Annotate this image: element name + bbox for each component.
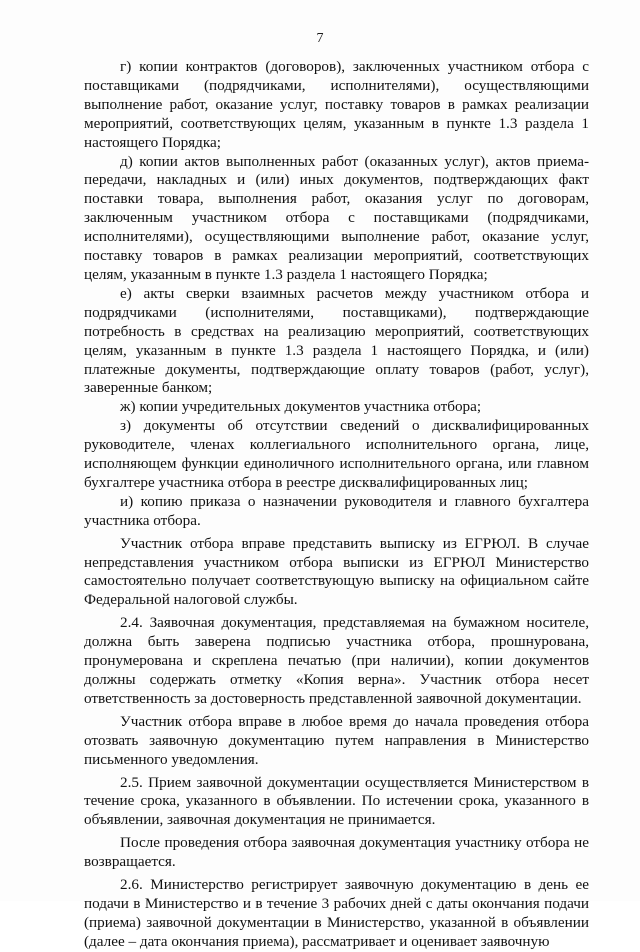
- page-number: 7: [316, 31, 324, 46]
- paragraph-2-4: 2.4. Заявочная документация, представляемая на бумажном носителе, должна быть заверена подписью участника отбора, прошнурована, пронумерована и скреплена печатью (при наличии), копии документов должны содержать отметку «Копия верна». Участник отбора несет ответственность за достоверность представленной заявочной документации.: [84, 614, 589, 707]
- paragraph-item-z: з) документы об отсутствии сведений о дисквалифицированных руководителе, членах коллегиального исполнительного органа, лице, исполняющем функции единоличного исполнительного органа, или главном бухгалтере участника отбора в реестре дисквалифицированных лиц;: [84, 417, 589, 491]
- paragraph-item-g: г) копии контрактов (договоров), заключенных участником отбора с поставщиками (подрядчиками, исполнителями), осуществляющими выполнение работ, оказание услуг, поставку товаров в рамках реализации мероприятий, соответствующих целям, указанным в пункте 1.3 раздела 1 настоящего Порядка;: [84, 58, 589, 151]
- paragraph-2-6: 2.6. Министерство регистрирует заявочную документацию в день ее подачи в Министерство и в течение 3 рабочих дней с даты окончания подачи (приема) заявочной документации в Министерство, указанной в объявлении (далее – дата окончания приема), рассматривает и оценивает заявочную: [84, 876, 589, 950]
- paragraph-2-5: 2.5. Прием заявочной документации осуществляется Министерством в течение срока, указанного в объявлении. По истечении срока, указанного в объявлении, заявочная документация не принимается.: [84, 773, 589, 829]
- paragraph-item-d: д) копии актов выполненных работ (оказанных услуг), актов приема-передачи, накладных и (или) иных документов, подтверждающих факт поставки товара, выполнения работ, оказания услуг по договорам, заключенным участником отбора с поставщиками (подрядчиками, исполнителями), осуществляющими выполнение работ, оказание услуг, поставку товаров в рамках реализации мероприятий, соответствующих целям, указанным в пункте 1.3 раздела 1 настоящего Порядка;: [84, 152, 589, 283]
- paragraph-item-zh: ж) копии учредительных документов участника отбора;: [120, 398, 482, 416]
- paragraph-item-e: е) акты сверки взаимных расчетов между участником отбора и подрядчиками (исполнителями, поставщиками), подтверждающие потребность в средствах на реализацию мероприятий, соответствующих целям, указанным в пункте 1.3 раздела 1 настоящего Порядка, и (или) платежные документы, подтверждающие оплату товаров (работ, услуг), заверенные банком;: [84, 284, 589, 397]
- paragraph-egrul: Участник отбора вправе представить выписку из ЕГРЮЛ. В случае непредставления участником отбора выписки из ЕГРЮЛ Министерство самостоятельно получает соответствующую выписку на официальном сайте Федеральной налоговой службы.: [84, 534, 589, 609]
- document-body: [84, 58, 589, 952]
- paragraph-no-return: После проведения отбора заявочная документация участнику отбора не возвращается.: [84, 834, 589, 871]
- paragraph-item-i: и) копию приказа о назначении руководителя и главного бухгалтера участника отбора.: [84, 492, 589, 529]
- paragraph-withdrawal: Участник отбора вправе в любое время до начала проведения отбора отозвать заявочную документацию путем направления в Министерство письменного уведомления.: [84, 712, 589, 768]
